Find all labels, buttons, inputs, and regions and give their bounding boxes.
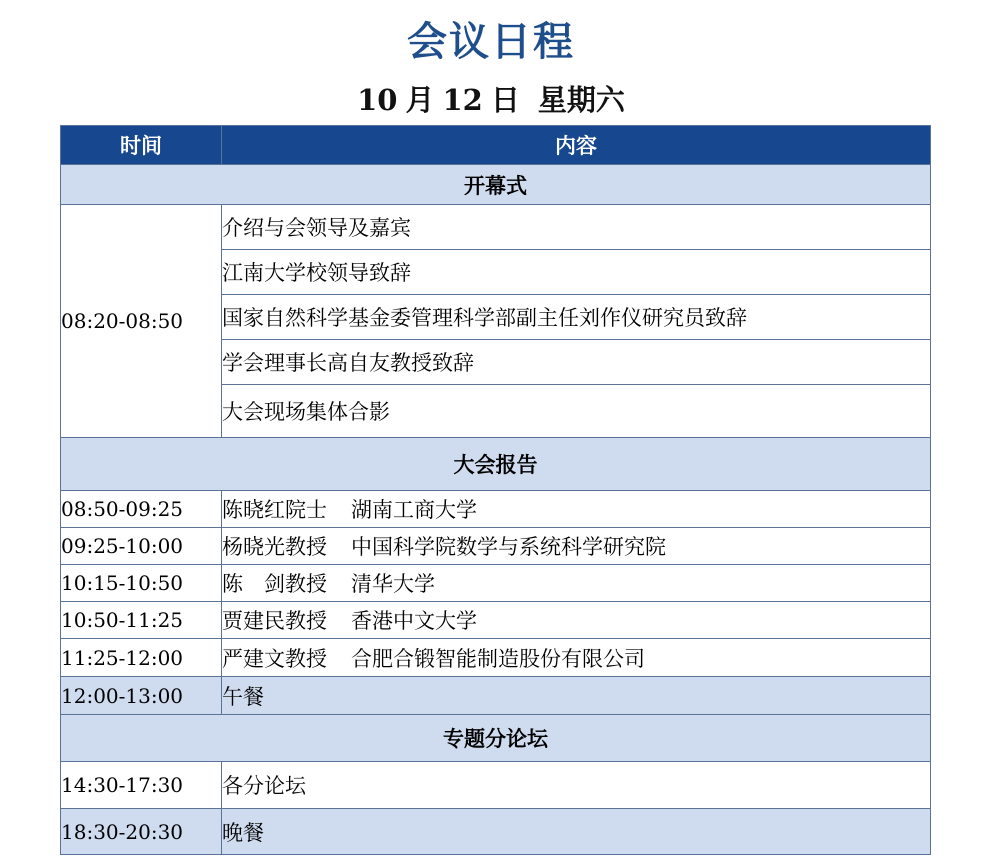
section-title: 开幕式 <box>61 165 931 205</box>
agenda-item: 学会理事长高自友教授致辞 <box>222 340 931 385</box>
agenda-item: 各分论坛 <box>222 762 931 809</box>
section-title: 大会报告 <box>61 438 931 491</box>
page-title: 会议日程 <box>407 19 575 65</box>
section-row-opening <box>61 165 931 205</box>
agenda-item: 国家自然科学基金委管理科学部副主任刘作仪研究员致辞 <box>222 295 931 340</box>
agenda-item: 午餐 <box>222 677 931 715</box>
table-row <box>61 528 931 565</box>
agenda-item <box>222 565 931 602</box>
speaker-name: 严建文教授 <box>222 646 327 671</box>
speaker-name: 陈 剑教授 <box>222 572 327 596</box>
speaker-name: 陈晓红院士 <box>222 498 327 522</box>
speaker-org: 清华大学 <box>351 572 435 596</box>
speaker-org: 湖南工商大学 <box>351 498 477 522</box>
schedule-table <box>60 125 931 855</box>
table-row <box>61 602 931 639</box>
header-time: 时间 <box>61 126 222 165</box>
time-cell: 11:25-12:00 <box>61 639 222 677</box>
schedule-date <box>0 78 982 119</box>
speaker-name: 贾建民教授 <box>222 609 327 633</box>
table-row <box>61 762 931 809</box>
agenda-item <box>222 639 931 677</box>
time-cell: 08:50-09:25 <box>61 491 222 528</box>
time-cell: 08:20-08:50 <box>61 205 222 438</box>
agenda-item <box>222 491 931 528</box>
date-month-number: 10 <box>357 83 398 117</box>
table-row <box>61 639 931 677</box>
table-header-row <box>61 126 931 165</box>
section-row-forum <box>61 715 931 762</box>
date-day-label: 日 <box>490 83 520 117</box>
time-cell: 10:15-10:50 <box>61 565 222 602</box>
speaker-org: 合肥合锻智能制造股份有限公司 <box>351 646 645 671</box>
agenda-item <box>222 528 931 565</box>
table-row <box>61 565 931 602</box>
date-weekday: 星期六 <box>537 83 625 117</box>
table-row-dinner <box>61 809 931 855</box>
section-row-keynote <box>61 438 931 491</box>
header-content: 内容 <box>222 126 931 165</box>
agenda-item <box>222 602 931 639</box>
speaker-org: 中国科学院数学与系统科学研究院 <box>351 535 666 559</box>
time-cell: 10:50-11:25 <box>61 602 222 639</box>
table-row-lunch <box>61 677 931 715</box>
table-row <box>61 491 931 528</box>
table-row <box>61 205 931 250</box>
date-month-label: 月 <box>405 83 435 117</box>
agenda-item: 晚餐 <box>222 809 931 855</box>
agenda-item: 江南大学校领导致辞 <box>222 250 931 295</box>
agenda-item: 大会现场集体合影 <box>222 385 931 438</box>
agenda-item: 介绍与会领导及嘉宾 <box>222 205 931 250</box>
speaker-org: 香港中文大学 <box>351 609 477 633</box>
time-cell: 09:25-10:00 <box>61 528 222 565</box>
time-cell: 18:30-20:30 <box>61 809 222 855</box>
time-cell: 14:30-17:30 <box>61 762 222 809</box>
time-cell: 12:00-13:00 <box>61 677 222 715</box>
date-day-number: 12 <box>442 83 483 117</box>
speaker-name: 杨晓光教授 <box>222 535 327 559</box>
section-title: 专题分论坛 <box>61 715 931 762</box>
